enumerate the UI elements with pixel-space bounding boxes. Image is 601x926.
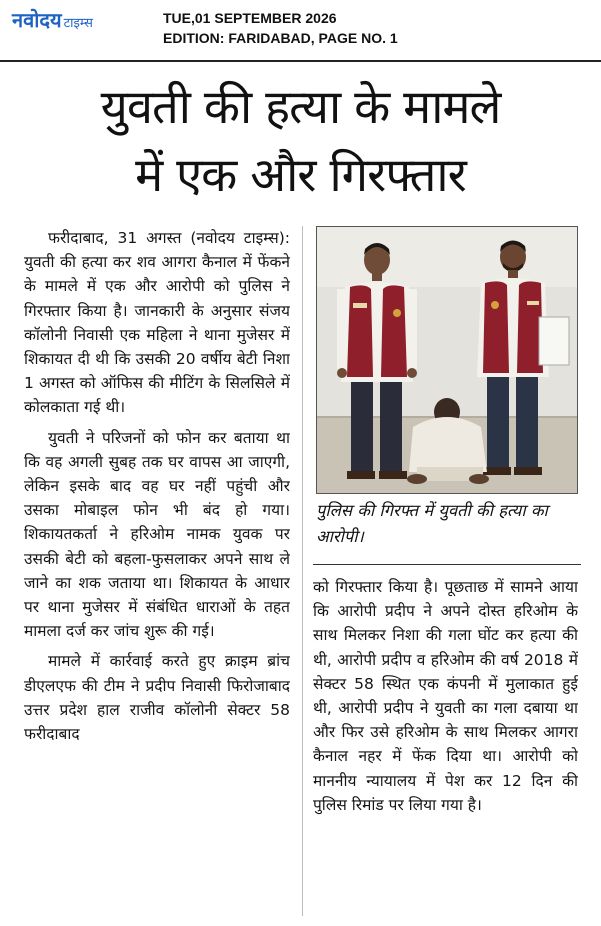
news-photo	[316, 226, 578, 494]
navodaya-times-logo	[12, 8, 142, 36]
publication-date: TUE,01 SEPTEMBER 2026	[163, 10, 337, 26]
article-paragraph-2: युवती ने परिजनों को फोन कर बताया था कि वह अगली सुबह तक घर वापस आ जाएगी, लेकिन इसके बाद वह घर नहीं पहुंची और उसका मोबाइल फोन भी बंद हो गया। शिकायतकर्ता ने हरिओम नामक युवक पर उसकी बेटी को बहला-फुसलाकर अपने साथ ले जाने का शक जताया था। शिकायत के आधार पर थाना मुजेसर में संबंधित धाराओं के तहत मामला दर्ज कर जांच शुरू की गई।	[24, 428, 290, 641]
article-body-left-column	[24, 226, 290, 916]
photo-caption: पुलिस की गिरफ्त में युवती की हत्या का आरोपी।	[316, 501, 548, 546]
logo-main-text: नवोदय	[12, 8, 62, 32]
column-divider	[302, 226, 303, 916]
headline-line-1: युवती की हत्या के मामले	[100, 80, 501, 135]
edition-info	[163, 8, 398, 48]
logo-sub-text: टाइम्स	[63, 16, 93, 31]
police-arrest-photo-illustration	[317, 227, 577, 493]
masthead	[0, 0, 601, 62]
headline-line-2: में एक और गिरफ्तार	[135, 148, 466, 203]
article-body-right-column	[313, 575, 578, 915]
article-paragraph-3: मामले में कार्रवाई करते हुए क्राइम ब्रांच डीएलएफ की टीम ने प्रदीप निवासी फिरोजाबाद उत्तर प्रदेश हाल राजीव कॉलोनी सेक्टर 58 फरीदाबाद	[24, 652, 290, 744]
article-paragraph-1: फरीदाबाद, 31 अगस्त (नवोदय टाइम्स): युवती की हत्या कर शव आगरा कैनाल में फेंकने के मामले में एक और आरोपी को पुलिस ने गिरफ्तार किया है। जानकारी के अनुसार संजय कॉलोनी निवासी एक महिला ने थाना मुजेसर में शिकायत दी थी कि उसकी 20 वर्षीय बेटी निशा 1 अगस्त को ऑफिस की मीटिंग के सिलसिले में कोलकाता गई थी।	[24, 229, 290, 417]
caption-separator	[313, 564, 581, 565]
article-headline	[8, 74, 593, 210]
edition-page: EDITION: FARIDABAD, PAGE NO. 1	[163, 30, 398, 46]
article-paragraph-continued: को गिरफ्तार किया है। पूछताछ में सामने आया कि आरोपी प्रदीप ने अपने दोस्त हरिओम के साथ मिलकर निशा की गला घोंट कर हत्या की थी, आरोपी प्रदीप व हरिओम की वर्ष 2018 में सेक्टर 58 स्थित एक कंपनी में मुलाकात हुई थी, आरोपी प्रदीप ने युवती का गला दबाया था और फिर उसे हरिओम के साथ मिलकर आगरा कैनाल नहर में फेंक दिया था। आरोपी को माननीय न्यायालय में पेश कर 12 दिन की पुलिस रिमांड पर लिया गया है।	[313, 578, 578, 814]
